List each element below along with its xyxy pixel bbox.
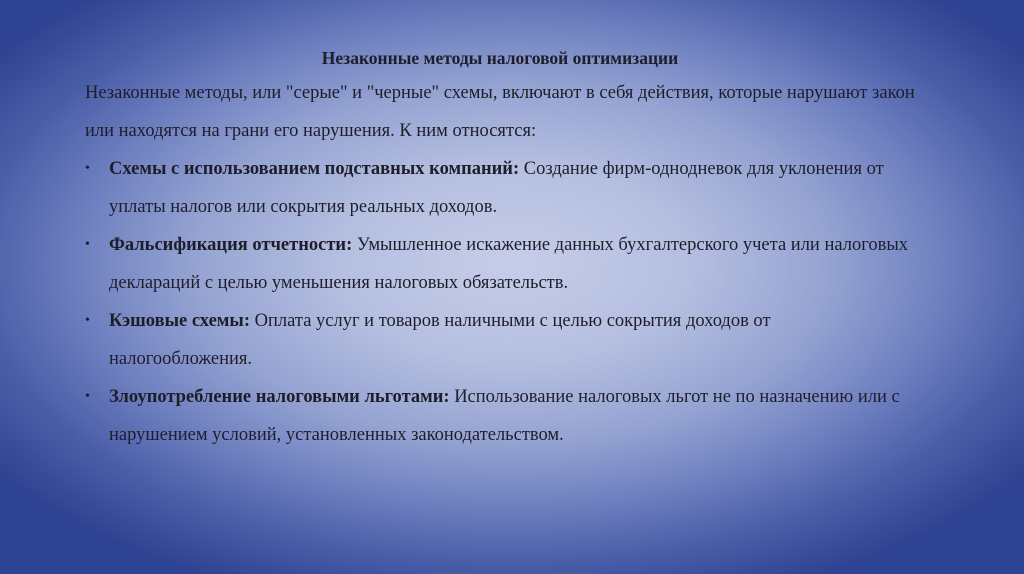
slide-content	[85, 44, 915, 454]
bullet-point-icon: •	[85, 237, 90, 252]
bullet-text: Умышленное искажение данных бухгалтерского учета или налоговых деклараций с целью уменьшения налоговых обязательств.	[109, 235, 908, 293]
bullet-point-icon: •	[85, 161, 90, 176]
intro-paragraph: Незаконные методы, или "серые" и "черные" схемы, включают в себя действия, которые нарушают закон или находятся на грани его нарушения. К ним относятся:	[85, 83, 915, 141]
bullet-term: Схемы с использованием подставных компаний:	[109, 159, 520, 179]
bullet-term: Кэшовые схемы:	[109, 311, 251, 331]
bullet-text: Создание фирм-однодневок для уклонения от уплаты налогов или сокрытия реальных доходов.	[109, 159, 884, 217]
bullet-text: Оплата услуг и товаров наличными с целью сокрытия доходов от налогообложения.	[109, 311, 771, 369]
bullet-item-tax-benefit-abuse	[85, 378, 915, 454]
bullet-term: Злоупотребление налоговыми льготами:	[109, 387, 450, 407]
bullet-point-icon: •	[85, 313, 90, 328]
slide-title: Незаконные методы налоговой оптимизации	[321, 48, 679, 68]
bullet-term: Фальсификация отчетности:	[109, 235, 353, 255]
bullet-item-falsification	[85, 226, 915, 302]
bullet-list	[85, 150, 915, 454]
bullet-point-icon: •	[85, 389, 90, 404]
bullet-text: Использование налоговых льгот не по назначению или с нарушением условий, установленных законодательством.	[109, 387, 900, 445]
bullet-item-shell-companies	[85, 150, 915, 226]
bullet-item-cash-schemes	[85, 302, 915, 378]
